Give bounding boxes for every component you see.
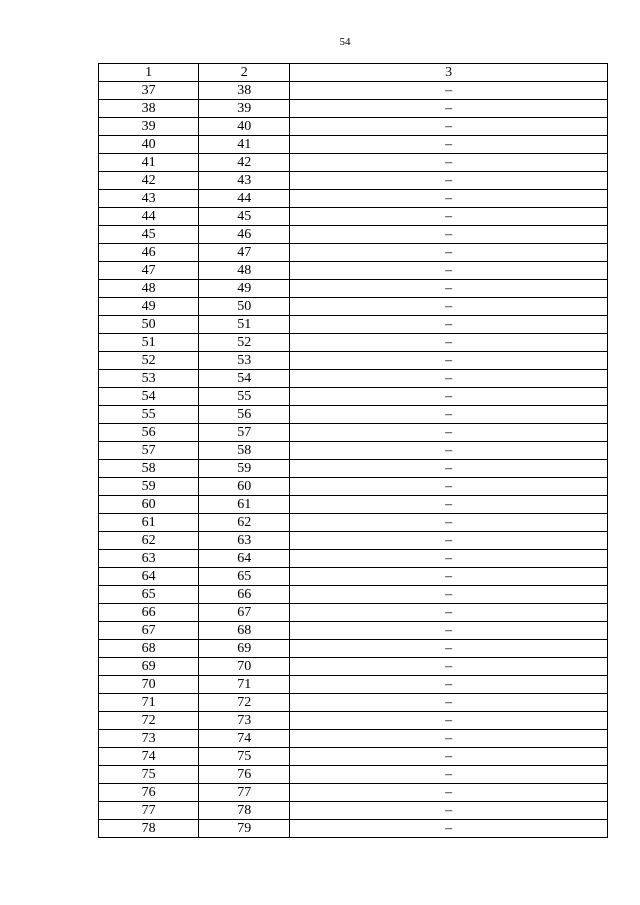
table-cell-col-3: – — [290, 640, 608, 658]
table-cell-col-1: 46 — [99, 244, 199, 262]
table-row — [99, 316, 608, 334]
table-cell-col-3: – — [290, 712, 608, 730]
table-cell-col-2: 44 — [199, 190, 290, 208]
table-row — [99, 136, 608, 154]
table-cell-col-2: 50 — [199, 298, 290, 316]
table-row — [99, 424, 608, 442]
table-cell-col-1: 40 — [99, 136, 199, 154]
table-cell-col-1: 78 — [99, 820, 199, 838]
table-cell-col-2: 78 — [199, 802, 290, 820]
table-cell-col-2: 77 — [199, 784, 290, 802]
table-cell-col-1: 47 — [99, 262, 199, 280]
table-cell-col-2: 73 — [199, 712, 290, 730]
table-cell-col-1: 59 — [99, 478, 199, 496]
table-cell-col-2: 39 — [199, 100, 290, 118]
table-header — [99, 64, 608, 82]
table-cell-col-1: 73 — [99, 730, 199, 748]
table-row — [99, 226, 608, 244]
table-cell-col-2: 61 — [199, 496, 290, 514]
table-cell-col-1: 63 — [99, 550, 199, 568]
table-cell-col-1: 62 — [99, 532, 199, 550]
table-row — [99, 550, 608, 568]
table-cell-col-3: – — [290, 478, 608, 496]
table-cell-col-3: – — [290, 802, 608, 820]
table-cell-col-2: 47 — [199, 244, 290, 262]
table-cell-col-3: – — [290, 82, 608, 100]
table-cell-col-1: 67 — [99, 622, 199, 640]
table-row — [99, 568, 608, 586]
table-cell-col-2: 53 — [199, 352, 290, 370]
table-cell-col-1: 39 — [99, 118, 199, 136]
table-cell-col-2: 43 — [199, 172, 290, 190]
table-row — [99, 820, 608, 838]
table-cell-col-1: 60 — [99, 496, 199, 514]
table-cell-col-3: – — [290, 208, 608, 226]
table-cell-col-1: 53 — [99, 370, 199, 388]
table-row — [99, 676, 608, 694]
table-cell-col-3: – — [290, 244, 608, 262]
table-row — [99, 802, 608, 820]
table-cell-col-3: – — [290, 676, 608, 694]
table-row — [99, 334, 608, 352]
table-cell-col-2: 74 — [199, 730, 290, 748]
table-cell-col-1: 58 — [99, 460, 199, 478]
table-row — [99, 100, 608, 118]
table-cell-col-3: – — [290, 118, 608, 136]
table-row — [99, 694, 608, 712]
data-table — [98, 63, 608, 838]
table-row — [99, 82, 608, 100]
table-cell-col-2: 38 — [199, 82, 290, 100]
table-row — [99, 388, 608, 406]
table-cell-col-3: – — [290, 406, 608, 424]
table-cell-col-3: – — [290, 784, 608, 802]
table-cell-col-1: 65 — [99, 586, 199, 604]
table-cell-col-1: 52 — [99, 352, 199, 370]
table-cell-col-3: – — [290, 172, 608, 190]
table-cell-col-3: – — [290, 568, 608, 586]
table-cell-col-3: – — [290, 136, 608, 154]
table-cell-col-2: 75 — [199, 748, 290, 766]
table-cell-col-1: 41 — [99, 154, 199, 172]
table-row — [99, 748, 608, 766]
table-cell-col-2: 60 — [199, 478, 290, 496]
table-cell-col-3: – — [290, 496, 608, 514]
table-cell-col-2: 46 — [199, 226, 290, 244]
table-cell-col-2: 65 — [199, 568, 290, 586]
table-cell-col-3: – — [290, 424, 608, 442]
table-row — [99, 262, 608, 280]
table-row — [99, 208, 608, 226]
table-cell-col-2: 56 — [199, 406, 290, 424]
table-cell-col-1: 66 — [99, 604, 199, 622]
table-cell-col-2: 57 — [199, 424, 290, 442]
table-cell-col-3: – — [290, 334, 608, 352]
table-cell-col-2: 42 — [199, 154, 290, 172]
table-cell-col-3: – — [290, 100, 608, 118]
table-row — [99, 298, 608, 316]
table-cell-col-2: 71 — [199, 676, 290, 694]
table-cell-col-2: 54 — [199, 370, 290, 388]
table-cell-col-2: 67 — [199, 604, 290, 622]
table-cell-col-2: 66 — [199, 586, 290, 604]
table-cell-col-3: – — [290, 388, 608, 406]
table-cell-col-3: – — [290, 550, 608, 568]
table-cell-col-3: – — [290, 694, 608, 712]
table-cell-col-2: 52 — [199, 334, 290, 352]
table-cell-col-1: 54 — [99, 388, 199, 406]
table-cell-col-2: 41 — [199, 136, 290, 154]
table-cell-col-2: 40 — [199, 118, 290, 136]
table-row — [99, 406, 608, 424]
page-number: 54 — [339, 36, 351, 48]
header-row — [99, 64, 608, 82]
table-cell-col-2: 64 — [199, 550, 290, 568]
table-cell-col-1: 72 — [99, 712, 199, 730]
header-cell-3: 3 — [290, 64, 608, 82]
table-cell-col-3: – — [290, 352, 608, 370]
table-cell-col-1: 38 — [99, 100, 199, 118]
table-cell-col-3: – — [290, 370, 608, 388]
table-cell-col-1: 44 — [99, 208, 199, 226]
table-row — [99, 658, 608, 676]
table-row — [99, 244, 608, 262]
table-row — [99, 172, 608, 190]
table-row — [99, 352, 608, 370]
table-row — [99, 514, 608, 532]
table-cell-col-2: 51 — [199, 316, 290, 334]
table-cell-col-2: 76 — [199, 766, 290, 784]
table-cell-col-3: – — [290, 766, 608, 784]
table-cell-col-3: – — [290, 298, 608, 316]
table-cell-col-2: 49 — [199, 280, 290, 298]
table-cell-col-1: 42 — [99, 172, 199, 190]
table-row — [99, 604, 608, 622]
table-row — [99, 460, 608, 478]
table-cell-col-2: 63 — [199, 532, 290, 550]
table-cell-col-3: – — [290, 262, 608, 280]
table-cell-col-3: – — [290, 820, 608, 838]
table-cell-col-2: 55 — [199, 388, 290, 406]
table-cell-col-1: 71 — [99, 694, 199, 712]
table-cell-col-2: 79 — [199, 820, 290, 838]
table-cell-col-1: 76 — [99, 784, 199, 802]
table-row — [99, 586, 608, 604]
table-cell-col-1: 68 — [99, 640, 199, 658]
table-row — [99, 280, 608, 298]
table-cell-col-2: 70 — [199, 658, 290, 676]
table-body — [99, 82, 608, 838]
table-row — [99, 442, 608, 460]
table-cell-col-1: 43 — [99, 190, 199, 208]
table-cell-col-3: – — [290, 604, 608, 622]
table-cell-col-3: – — [290, 730, 608, 748]
table-cell-col-1: 37 — [99, 82, 199, 100]
table-cell-col-1: 70 — [99, 676, 199, 694]
table-cell-col-3: – — [290, 442, 608, 460]
table-cell-col-3: – — [290, 460, 608, 478]
table-cell-col-3: – — [290, 226, 608, 244]
table-cell-col-2: 59 — [199, 460, 290, 478]
header-cell-1: 1 — [99, 64, 199, 82]
table-cell-col-1: 74 — [99, 748, 199, 766]
table-cell-col-2: 45 — [199, 208, 290, 226]
table-row — [99, 640, 608, 658]
table-cell-col-1: 48 — [99, 280, 199, 298]
table-cell-col-3: – — [290, 622, 608, 640]
table-cell-col-1: 77 — [99, 802, 199, 820]
table-cell-col-3: – — [290, 748, 608, 766]
table-cell-col-3: – — [290, 586, 608, 604]
table-row — [99, 532, 608, 550]
table-cell-col-3: – — [290, 532, 608, 550]
table-row — [99, 154, 608, 172]
table-cell-col-2: 48 — [199, 262, 290, 280]
table-cell-col-2: 72 — [199, 694, 290, 712]
table-cell-col-3: – — [290, 658, 608, 676]
table-cell-col-1: 51 — [99, 334, 199, 352]
table-row — [99, 730, 608, 748]
table-row — [99, 370, 608, 388]
table-cell-col-2: 58 — [199, 442, 290, 460]
table-cell-col-1: 64 — [99, 568, 199, 586]
header-cell-2: 2 — [199, 64, 290, 82]
table-cell-col-1: 45 — [99, 226, 199, 244]
table-row — [99, 766, 608, 784]
table-cell-col-3: – — [290, 154, 608, 172]
table-cell-col-1: 49 — [99, 298, 199, 316]
table-cell-col-2: 69 — [199, 640, 290, 658]
table-cell-col-3: – — [290, 190, 608, 208]
table-cell-col-2: 62 — [199, 514, 290, 532]
table-cell-col-1: 50 — [99, 316, 199, 334]
table-row — [99, 784, 608, 802]
table-row — [99, 118, 608, 136]
table-cell-col-1: 55 — [99, 406, 199, 424]
table-row — [99, 478, 608, 496]
table-row — [99, 622, 608, 640]
table-cell-col-3: – — [290, 514, 608, 532]
table-cell-col-1: 69 — [99, 658, 199, 676]
table-row — [99, 496, 608, 514]
table-row — [99, 190, 608, 208]
table-cell-col-2: 68 — [199, 622, 290, 640]
table-cell-col-1: 56 — [99, 424, 199, 442]
table-cell-col-1: 75 — [99, 766, 199, 784]
table-cell-col-3: – — [290, 280, 608, 298]
table-cell-col-1: 57 — [99, 442, 199, 460]
table-row — [99, 712, 608, 730]
table-cell-col-1: 61 — [99, 514, 199, 532]
table-cell-col-3: – — [290, 316, 608, 334]
